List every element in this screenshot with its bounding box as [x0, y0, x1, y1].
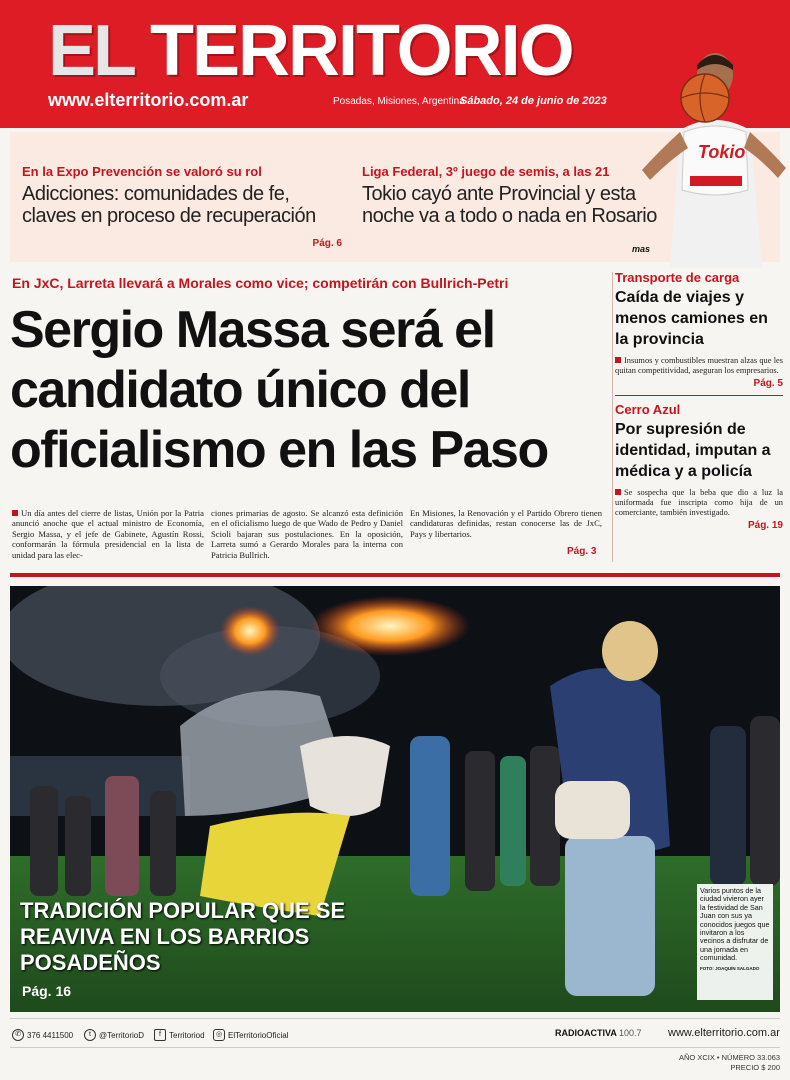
photo-credit: FOTO: JOAQUÍN SALGADO: [700, 965, 760, 971]
photo-page: Pág. 16: [22, 983, 72, 999]
location: Posadas, Misiones, Argentina: [333, 96, 465, 107]
footer-url[interactable]: www.elterritorio.com.ar: [668, 1027, 780, 1039]
sidebar-kicker: Cerro Azul: [615, 402, 681, 417]
teaser-tokio[interactable]: [362, 164, 662, 227]
sidebar-page: Pág. 19: [747, 520, 783, 531]
bullet-square: [615, 357, 621, 363]
twitter-handle: @TerritorioD: [99, 1030, 145, 1040]
footer-bar: [10, 1018, 780, 1048]
basketball-player-image: [640, 40, 790, 268]
teaser-headline: Adicciones: comunidades de fe, claves en proceso de recuperación: [22, 183, 316, 227]
main-body-col-2: ciones primarias de agosto. Se alcanzó esta definición en el oficialismo luego de que Wado de Pedro y Daniel Scioli bajaran sus postulaciones. En la oposición, Larreta sumó a Gerardo Morales para la interna con Patricia Bullrich.: [211, 508, 403, 560]
photo-caption: Varios puntos de la ciudad vivieron ayer la festividad de San Juan con sus ya conocidos juegos que invitaron a los vecinos a disfrutar de una jornada en comunidad.: [700, 886, 770, 963]
teaser-headline: Tokio cayó ante Provincial y esta noche va a todo o nada en Rosario: [362, 183, 657, 227]
bullet-square: [12, 510, 18, 516]
footer-instagram[interactable]: [213, 1029, 288, 1041]
sidebar-headline: Caída de viajes y menos camiones en la provincia: [615, 289, 768, 348]
footer-whatsapp[interactable]: [12, 1029, 73, 1041]
radio-logo[interactable]: [555, 1028, 642, 1038]
whatsapp-icon: ✆: [12, 1029, 24, 1041]
radio-frequency: 100.7: [619, 1028, 642, 1038]
mas-logo: mas: [632, 244, 651, 254]
instagram-icon: ◎: [213, 1029, 225, 1041]
instagram-handle: ElTerritorioOficial: [228, 1030, 289, 1040]
sidebar-body-text: Se sospecha que la beba que dio a luz la uniformada fue inscripta como hija de un comerciante, también investigado.: [615, 488, 783, 517]
sidebar-story-transporte[interactable]: [615, 270, 783, 389]
sidebar: [615, 270, 783, 531]
whatsapp-number: 376 4411500: [27, 1030, 74, 1040]
main-kicker[interactable]: En JxC, Larreta llevará a Morales como vice; competirán con Bullrich-Petri: [12, 275, 509, 291]
sidebar-kicker: Transporte de carga: [615, 270, 740, 285]
jersey-text: Tokio: [698, 142, 746, 162]
brand-logo-el[interactable]: EL: [48, 11, 135, 91]
issue-number: AÑO XCIX • NÚMERO 33.063: [679, 1053, 780, 1062]
teaser-adicciones[interactable]: [22, 164, 342, 249]
sidebar-story-cerro-azul[interactable]: [615, 402, 783, 531]
photo-headline[interactable]: TRADICIÓN POPULAR QUE SE REAVIVA EN LOS BARRIOS POSADEÑOS: [20, 898, 346, 975]
main-body-col-3: En Misiones, la Renovación y el Partido Obrero tienen candidaturas definidas, restan conocerse las de JxC, Pays y libertarios.: [410, 508, 602, 539]
teaser-page: Pág. 6: [312, 238, 342, 249]
issue-price: PRECIO $ 200: [730, 1063, 780, 1072]
facebook-handle: Territoriod: [169, 1030, 205, 1040]
radio-name: RADIOACTIVA: [555, 1028, 617, 1038]
body-text: Un día antes del cierre de listas, Unión por la Patria anunció anoche que el actual ministro de Economía, Sergio Massa, y el jefe de Gabinete, Agustín Rossi, conformarán la fórmula presidencial en la lista de unidad para las elec-: [12, 508, 204, 560]
facebook-icon: f: [154, 1029, 166, 1041]
column-divider: [612, 272, 613, 562]
teaser-kicker: En la Expo Prevención se valoró su rol: [22, 164, 262, 179]
sidebar-body: [615, 488, 783, 518]
main-body-col-1: [12, 508, 204, 560]
sidebar-headline: Por supresión de identidad, imputan a médica y a policía: [615, 421, 771, 480]
photo-caption-box: [697, 884, 773, 1000]
section-rule: [10, 573, 780, 577]
twitter-icon: t: [84, 1029, 96, 1041]
issue-info: [679, 1053, 780, 1073]
sidebar-page: Pág. 5: [753, 378, 783, 389]
footer-twitter[interactable]: [84, 1029, 144, 1041]
edition-date: Sábado, 24 de junio de 2023: [460, 95, 607, 107]
brand-logo-territorio[interactable]: TERRITORIO: [150, 11, 573, 91]
site-url[interactable]: www.elterritorio.com.ar: [48, 90, 249, 110]
teaser-kicker: Liga Federal, 3º juego de semis, a las 21: [362, 164, 610, 179]
bullet-square: [615, 489, 621, 495]
footer-facebook[interactable]: [154, 1029, 205, 1041]
sidebar-body: [615, 356, 783, 376]
main-headline[interactable]: Sergio Massa será el candidato único del oficialismo en las Paso: [10, 301, 548, 479]
main-page-ref: Pág. 3: [567, 546, 597, 557]
sidebar-body-text: Insumos y combustibles muestran alzas que les quitan competitividad, aseguran los empresarios.: [615, 356, 783, 375]
sidebar-divider: [615, 395, 783, 396]
